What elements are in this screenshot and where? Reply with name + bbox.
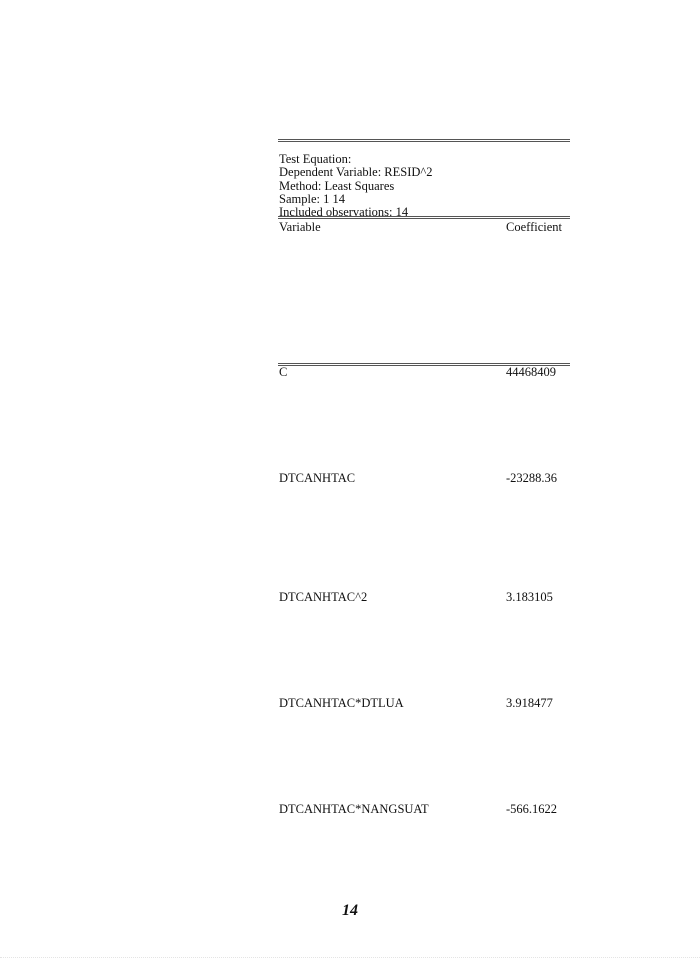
page-number: 14 <box>342 902 358 919</box>
header-double-rule <box>278 216 570 219</box>
top-double-rule <box>278 139 570 142</box>
page-bottom-divider <box>0 957 700 958</box>
variable-cell: DTCANHTAC^2 <box>279 590 368 604</box>
coefficient-cell: 44468409 <box>506 365 556 379</box>
coefficient-cell: -566.1622 <box>506 802 558 816</box>
sample-label: Sample: 1 14 <box>279 191 345 206</box>
coefficient-cell: 3.918477 <box>506 696 553 710</box>
coefficient-cell: -23288.36 <box>506 471 558 485</box>
variable-cell: C <box>279 365 288 379</box>
dependent-variable-label: Dependent Variable: RESID^2 <box>279 165 433 180</box>
coefficient-column-header: Coefficient <box>506 220 562 234</box>
variable-cell: DTCANHTAC*NANGSUAT <box>279 802 429 816</box>
test-equation-header <box>279 153 571 219</box>
variable-column-header: Variable <box>279 220 321 234</box>
test-equation-label: Test Equation: <box>279 152 352 166</box>
coefficient-cell: 3.183105 <box>506 590 553 604</box>
method-label: Method: Least Squares <box>279 178 395 193</box>
included-observations-label: Included observations: 14 <box>279 205 409 220</box>
variable-cell: DTCANHTAC*DTLUA <box>279 696 404 710</box>
variable-cell: DTCANHTAC <box>279 471 356 485</box>
